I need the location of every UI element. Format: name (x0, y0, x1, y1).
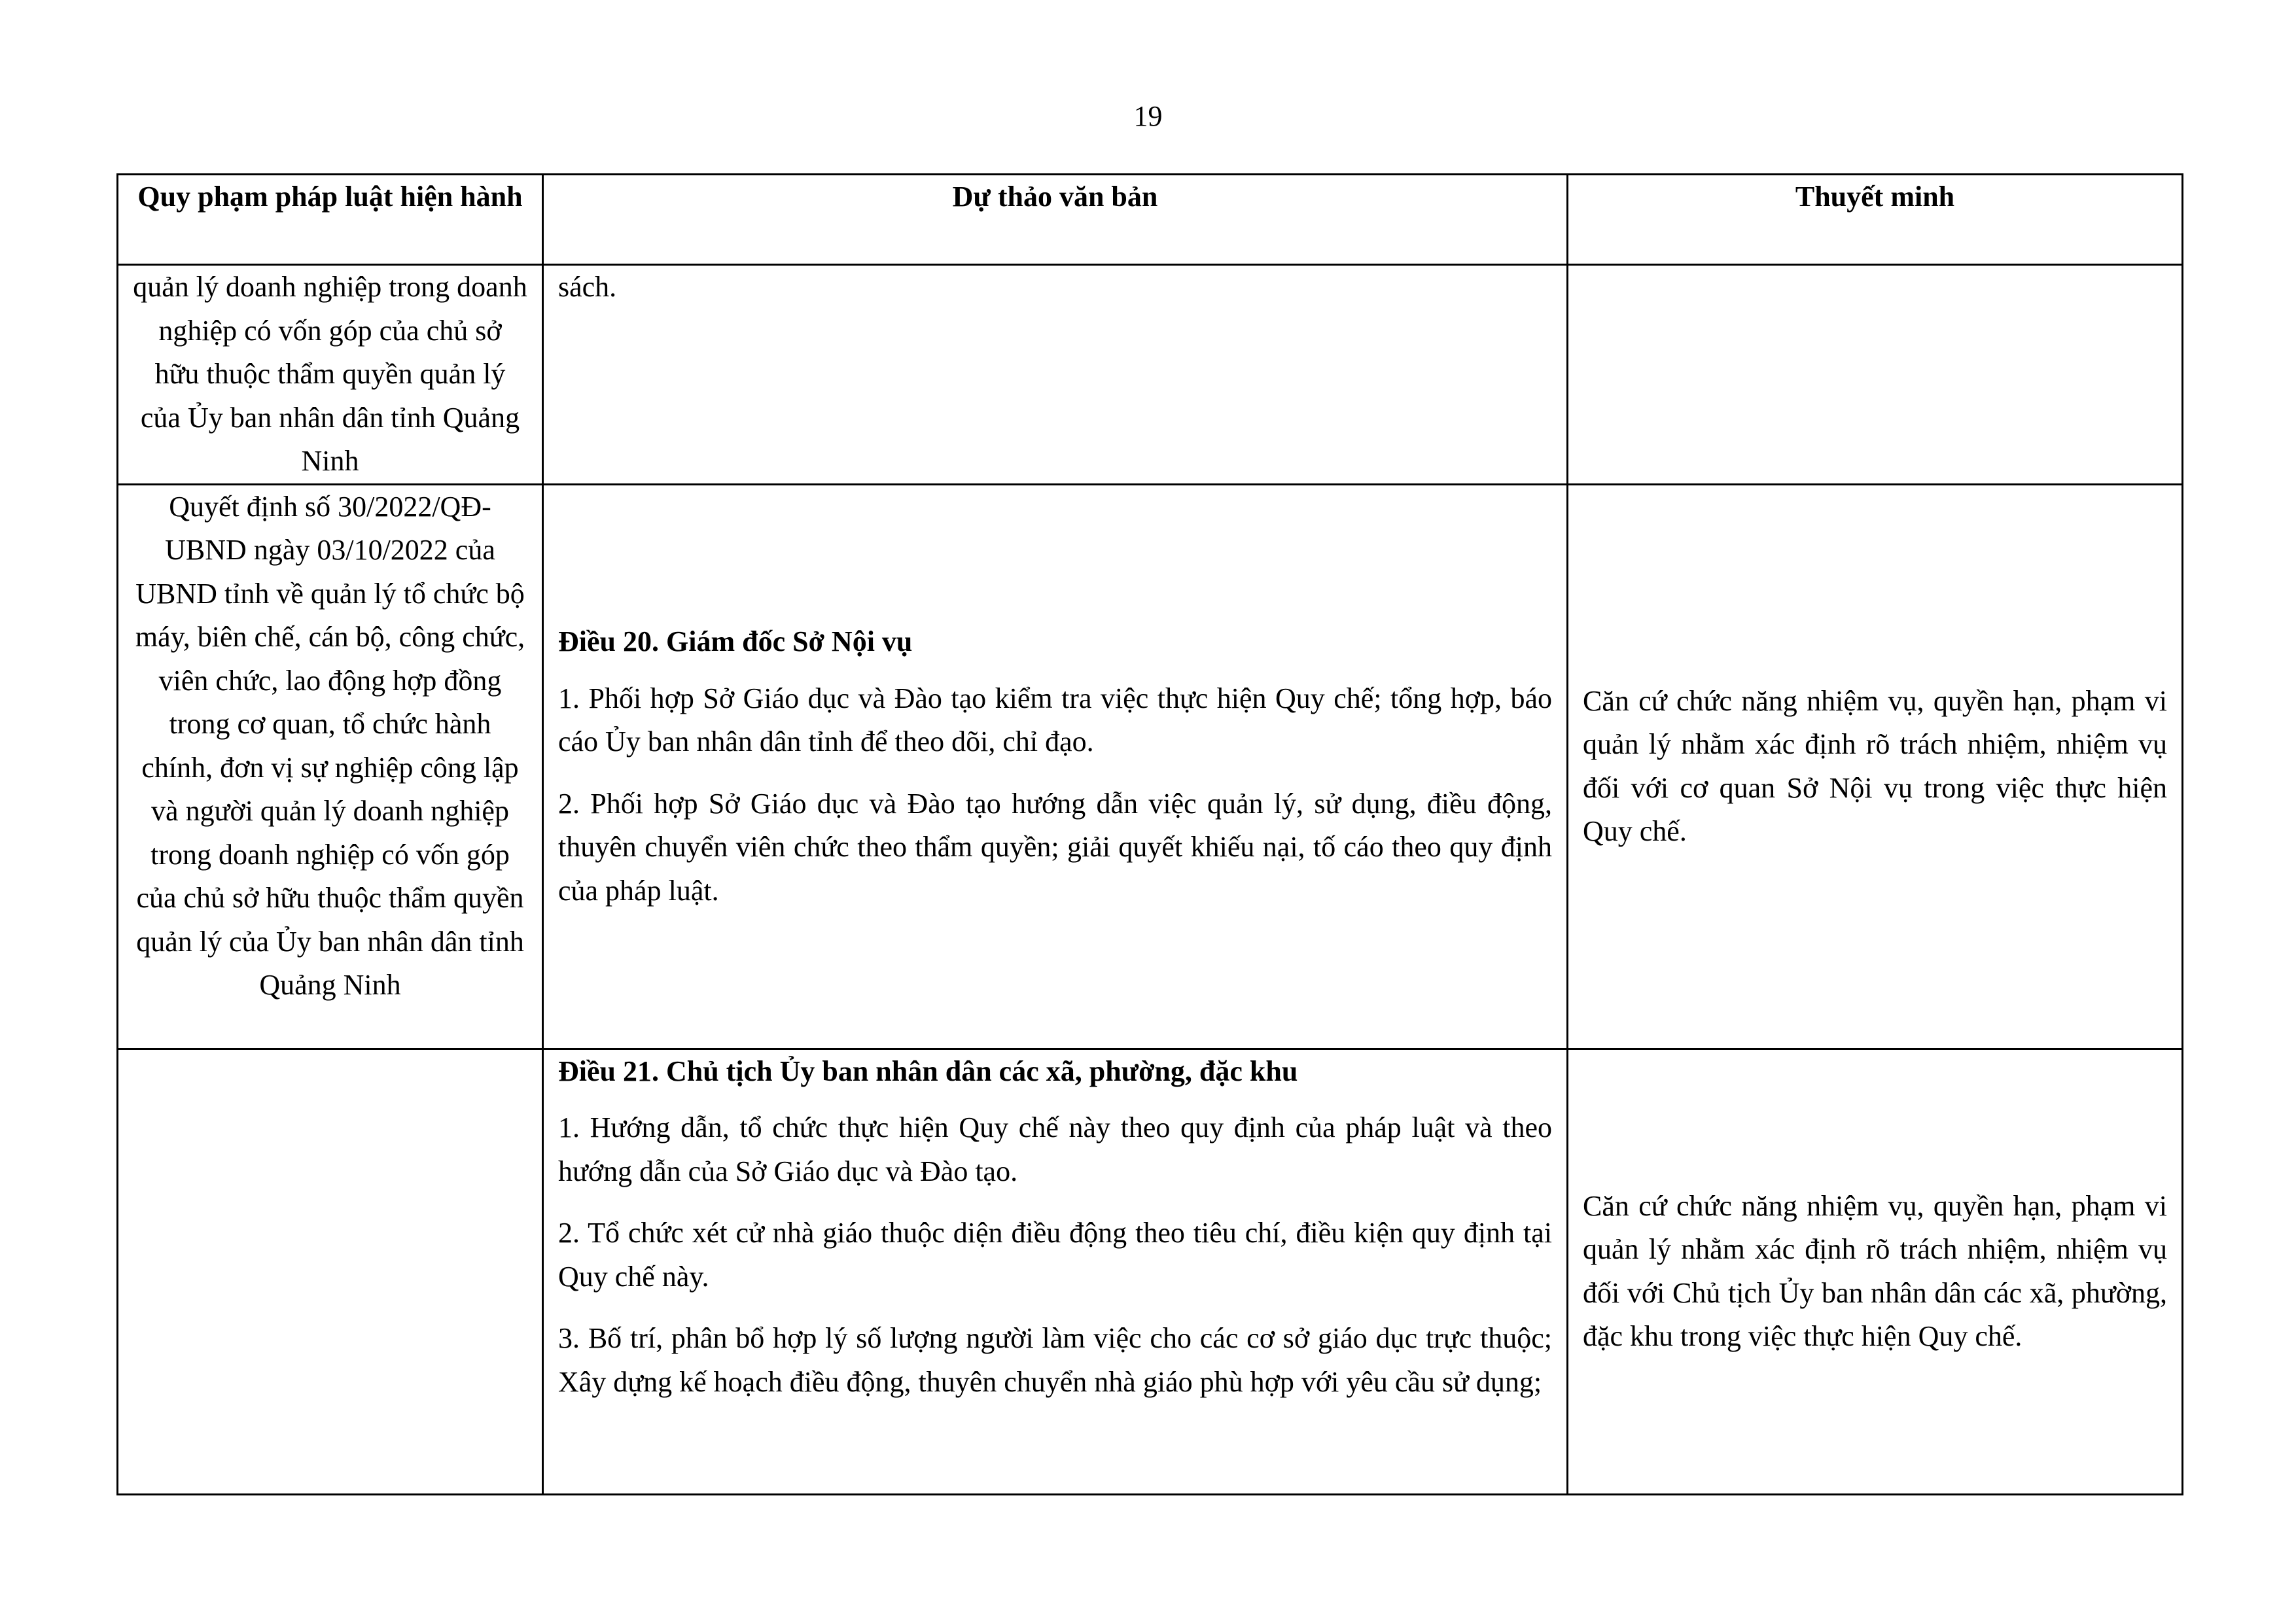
header-current-law: Quy phạm pháp luật hiện hành (118, 175, 543, 265)
table-header-row (118, 175, 2183, 265)
table-row (118, 1049, 2183, 1494)
draft-cell (543, 1049, 1568, 1494)
explanation-cell (1568, 265, 2183, 485)
table-row (118, 265, 2183, 485)
current-law-cell: Quyết định số 30/2022/QĐ-UBND ngày 03/10/2022 của UBND tỉnh về quản lý tổ chức bộ máy, biên chế, cán bộ, công chức, viên chức, lao động hợp đồng trong cơ quan, tổ chức hành chính, đơn vị sự nghiệp công lập và người quản lý doanh nghiệp trong doanh nghiệp có vốn góp của chủ sở hữu thuộc thẩm quyền quản lý của Ủy ban nhân dân tỉnh Quảng Ninh (118, 484, 543, 1049)
article-paragraph: 1. Phối hợp Sở Giáo dục và Đào tạo kiểm tra việc thực hiện Quy chế; tổng hợp, báo cáo Ủy ban nhân dân tỉnh để theo dõi, chỉ đạo. (558, 682, 1552, 758)
draft-cell: sách. (543, 265, 1568, 485)
page-number: 19 (1133, 100, 1163, 132)
header-draft-text: Dự thảo văn bản (543, 175, 1568, 265)
article-paragraph: 2. Phối hợp Sở Giáo dục và Đào tạo hướng dẫn việc quản lý, sử dụng, điều động, thuyên chuyển viên chức theo thẩm quyền; giải quyết khiếu nại, tố cáo theo quy định của pháp luật. (558, 787, 1552, 907)
article-paragraph: 1. Hướng dẫn, tổ chức thực hiện Quy chế này theo quy định của pháp luật và theo hướng dẫn của Sở Giáo dục và Đào tạo. (558, 1111, 1552, 1187)
article-paragraph: 2. Tổ chức xét cử nhà giáo thuộc diện điều động theo tiêu chí, điều kiện quy định tại Quy chế này. (558, 1217, 1552, 1293)
article-title: Điều 21. Chủ tịch Ủy ban nhân dân các xã, phường, đặc khu (558, 1055, 1298, 1087)
comparison-table (116, 173, 2183, 1495)
current-law-cell: quản lý doanh nghiệp trong doanh nghiệp có vốn góp của chủ sở hữu thuộc thẩm quyền quản lý của Ủy ban nhân dân tỉnh Quảng Ninh (118, 265, 543, 485)
draft-cell (543, 484, 1568, 1049)
table-row (118, 484, 2183, 1049)
explanation-cell: Căn cứ chức năng nhiệm vụ, quyền hạn, phạm vi quản lý nhằm xác định rõ trách nhiệm, nhiệm vụ đối với cơ quan Sở Nội vụ trong việc thực hiện Quy chế. (1568, 484, 2183, 1049)
current-law-cell (118, 1049, 543, 1494)
header-explanation: Thuyết minh (1568, 175, 2183, 265)
article-paragraph: 3. Bố trí, phân bổ hợp lý số lượng người làm việc cho các cơ sở giáo dục trực thuộc; Xây dựng kế hoạch điều động, thuyên chuyển nhà giáo phù hợp với yêu cầu sử dụng; (558, 1322, 1552, 1398)
explanation-cell: Căn cứ chức năng nhiệm vụ, quyền hạn, phạm vi quản lý nhằm xác định rõ trách nhiệm, nhiệm vụ đối với Chủ tịch Ủy ban nhân dân các xã, phường, đặc khu trong việc thực hiện Quy chế. (1568, 1049, 2183, 1494)
article-title: Điều 20. Giám đốc Sở Nội vụ (558, 625, 913, 657)
